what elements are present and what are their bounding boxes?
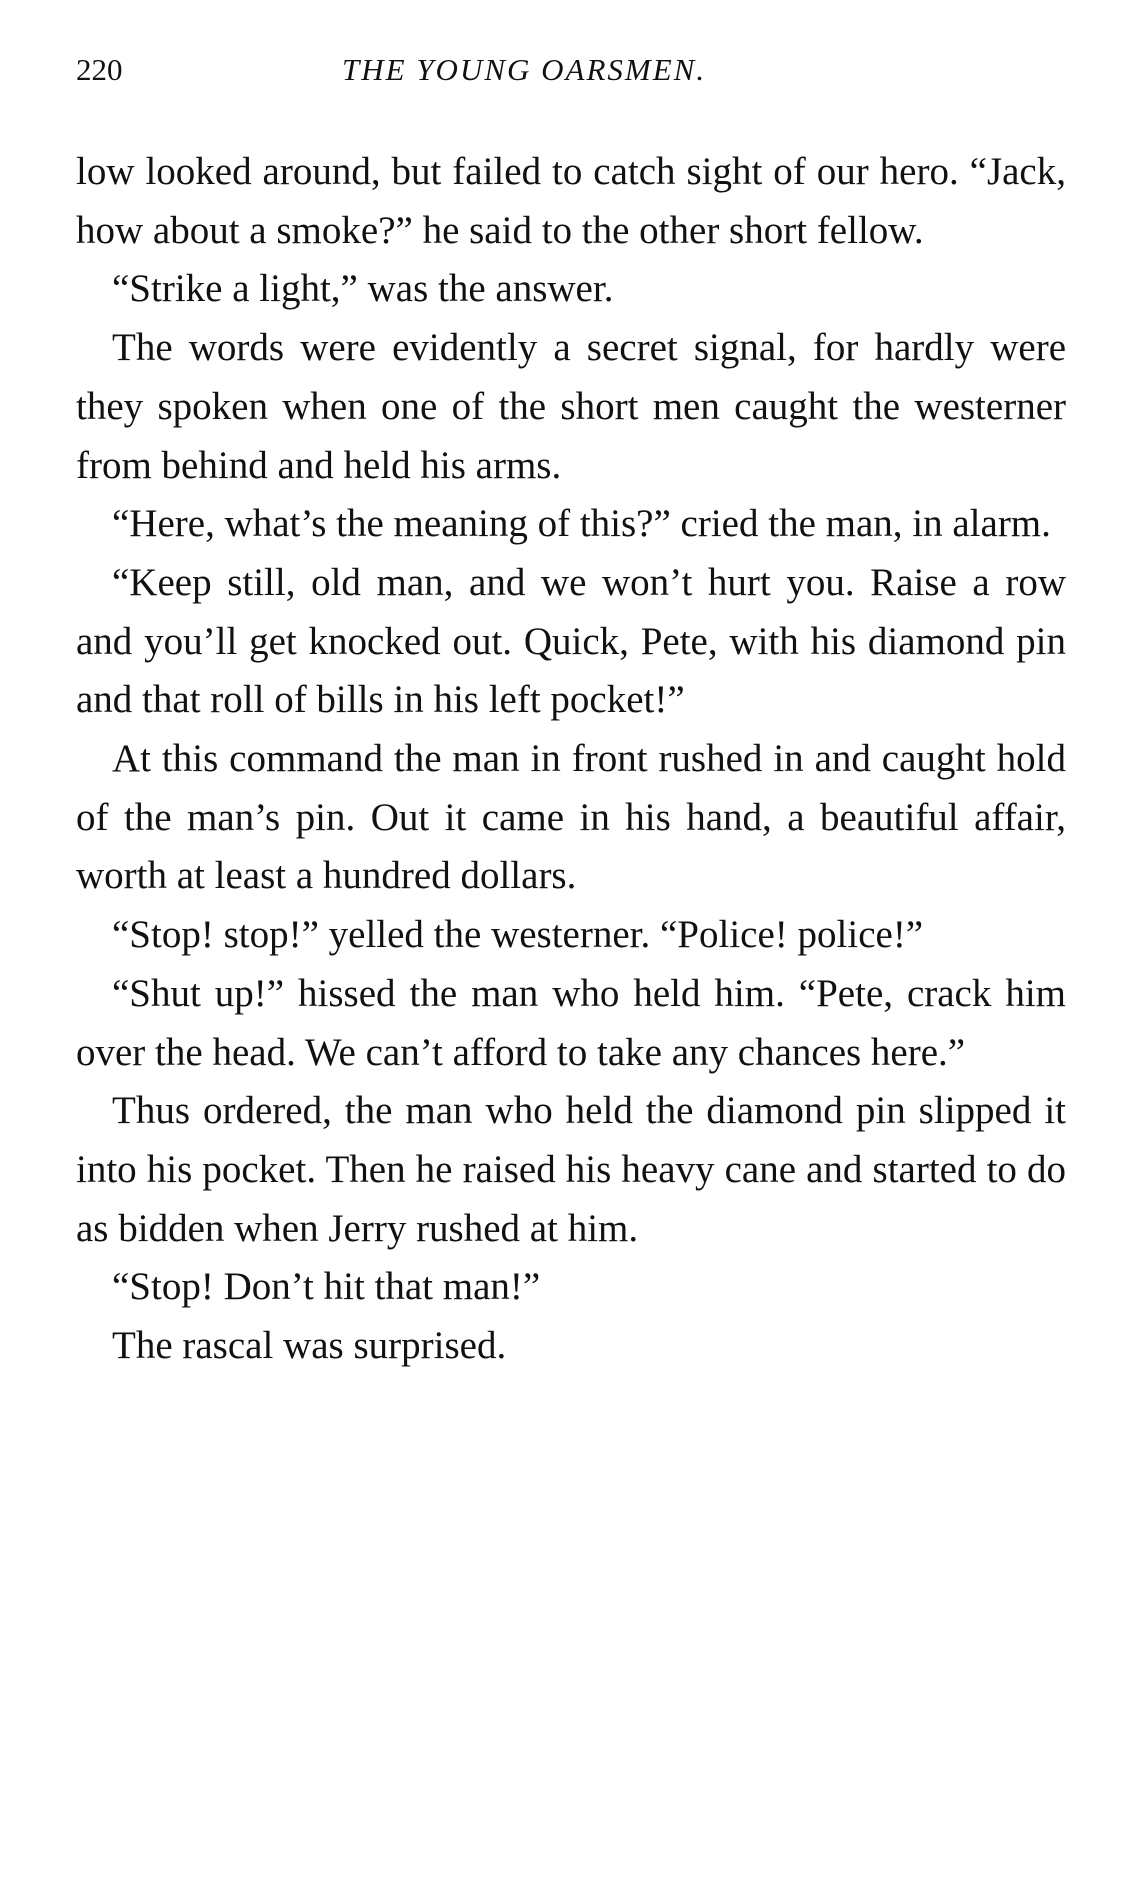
paragraph: “Stop! Don’t hit that man!” xyxy=(112,1265,541,1309)
paragraph: The rascal was surprised. xyxy=(112,1324,507,1368)
paragraph: Thus ordered, the man who held the diamond pin slipped it into his pocket. Then he raised his heavy cane and started to do as bidden when Jerry rushed at him. xyxy=(76,1089,1066,1250)
paragraph: At this command the man in front rushed in and caught hold of the man’s pin. Out it came in his hand, a beautiful affair, worth at least a hundred dollars. xyxy=(76,737,1066,898)
page-header xyxy=(76,52,1066,100)
paragraph: “Stop! stop!” yelled the westerner. “Police! police!” xyxy=(112,913,924,957)
page-number: 220 xyxy=(76,52,123,87)
running-title: THE YOUNG OARSMEN. xyxy=(342,52,707,87)
paragraph: The words were evidently a secret signal, for hardly were they spoken when one of the short men caught the westerner from behind and held his arms. xyxy=(76,326,1066,487)
paragraph: “Strike a light,” was the answer. xyxy=(112,267,614,311)
paragraph: “Shut up!” hissed the man who held him. “Pete, crack him over the head. We can’t afford to take any chances here.” xyxy=(76,971,1066,1074)
paragraph: “Keep still, old man, and we won’t hurt you. Raise a row and you’ll get knocked out. Quick, Pete, with his diamond pin and that roll of bills in his left pocket!” xyxy=(76,560,1066,722)
paragraph: low looked around, but failed to catch sight of our hero. “Jack, how about a smoke?” he said to the other short fellow. xyxy=(76,150,1066,252)
body-text xyxy=(76,143,1066,1376)
paragraph: “Here, what’s the meaning of this?” cried the man, in alarm. xyxy=(112,502,1051,546)
